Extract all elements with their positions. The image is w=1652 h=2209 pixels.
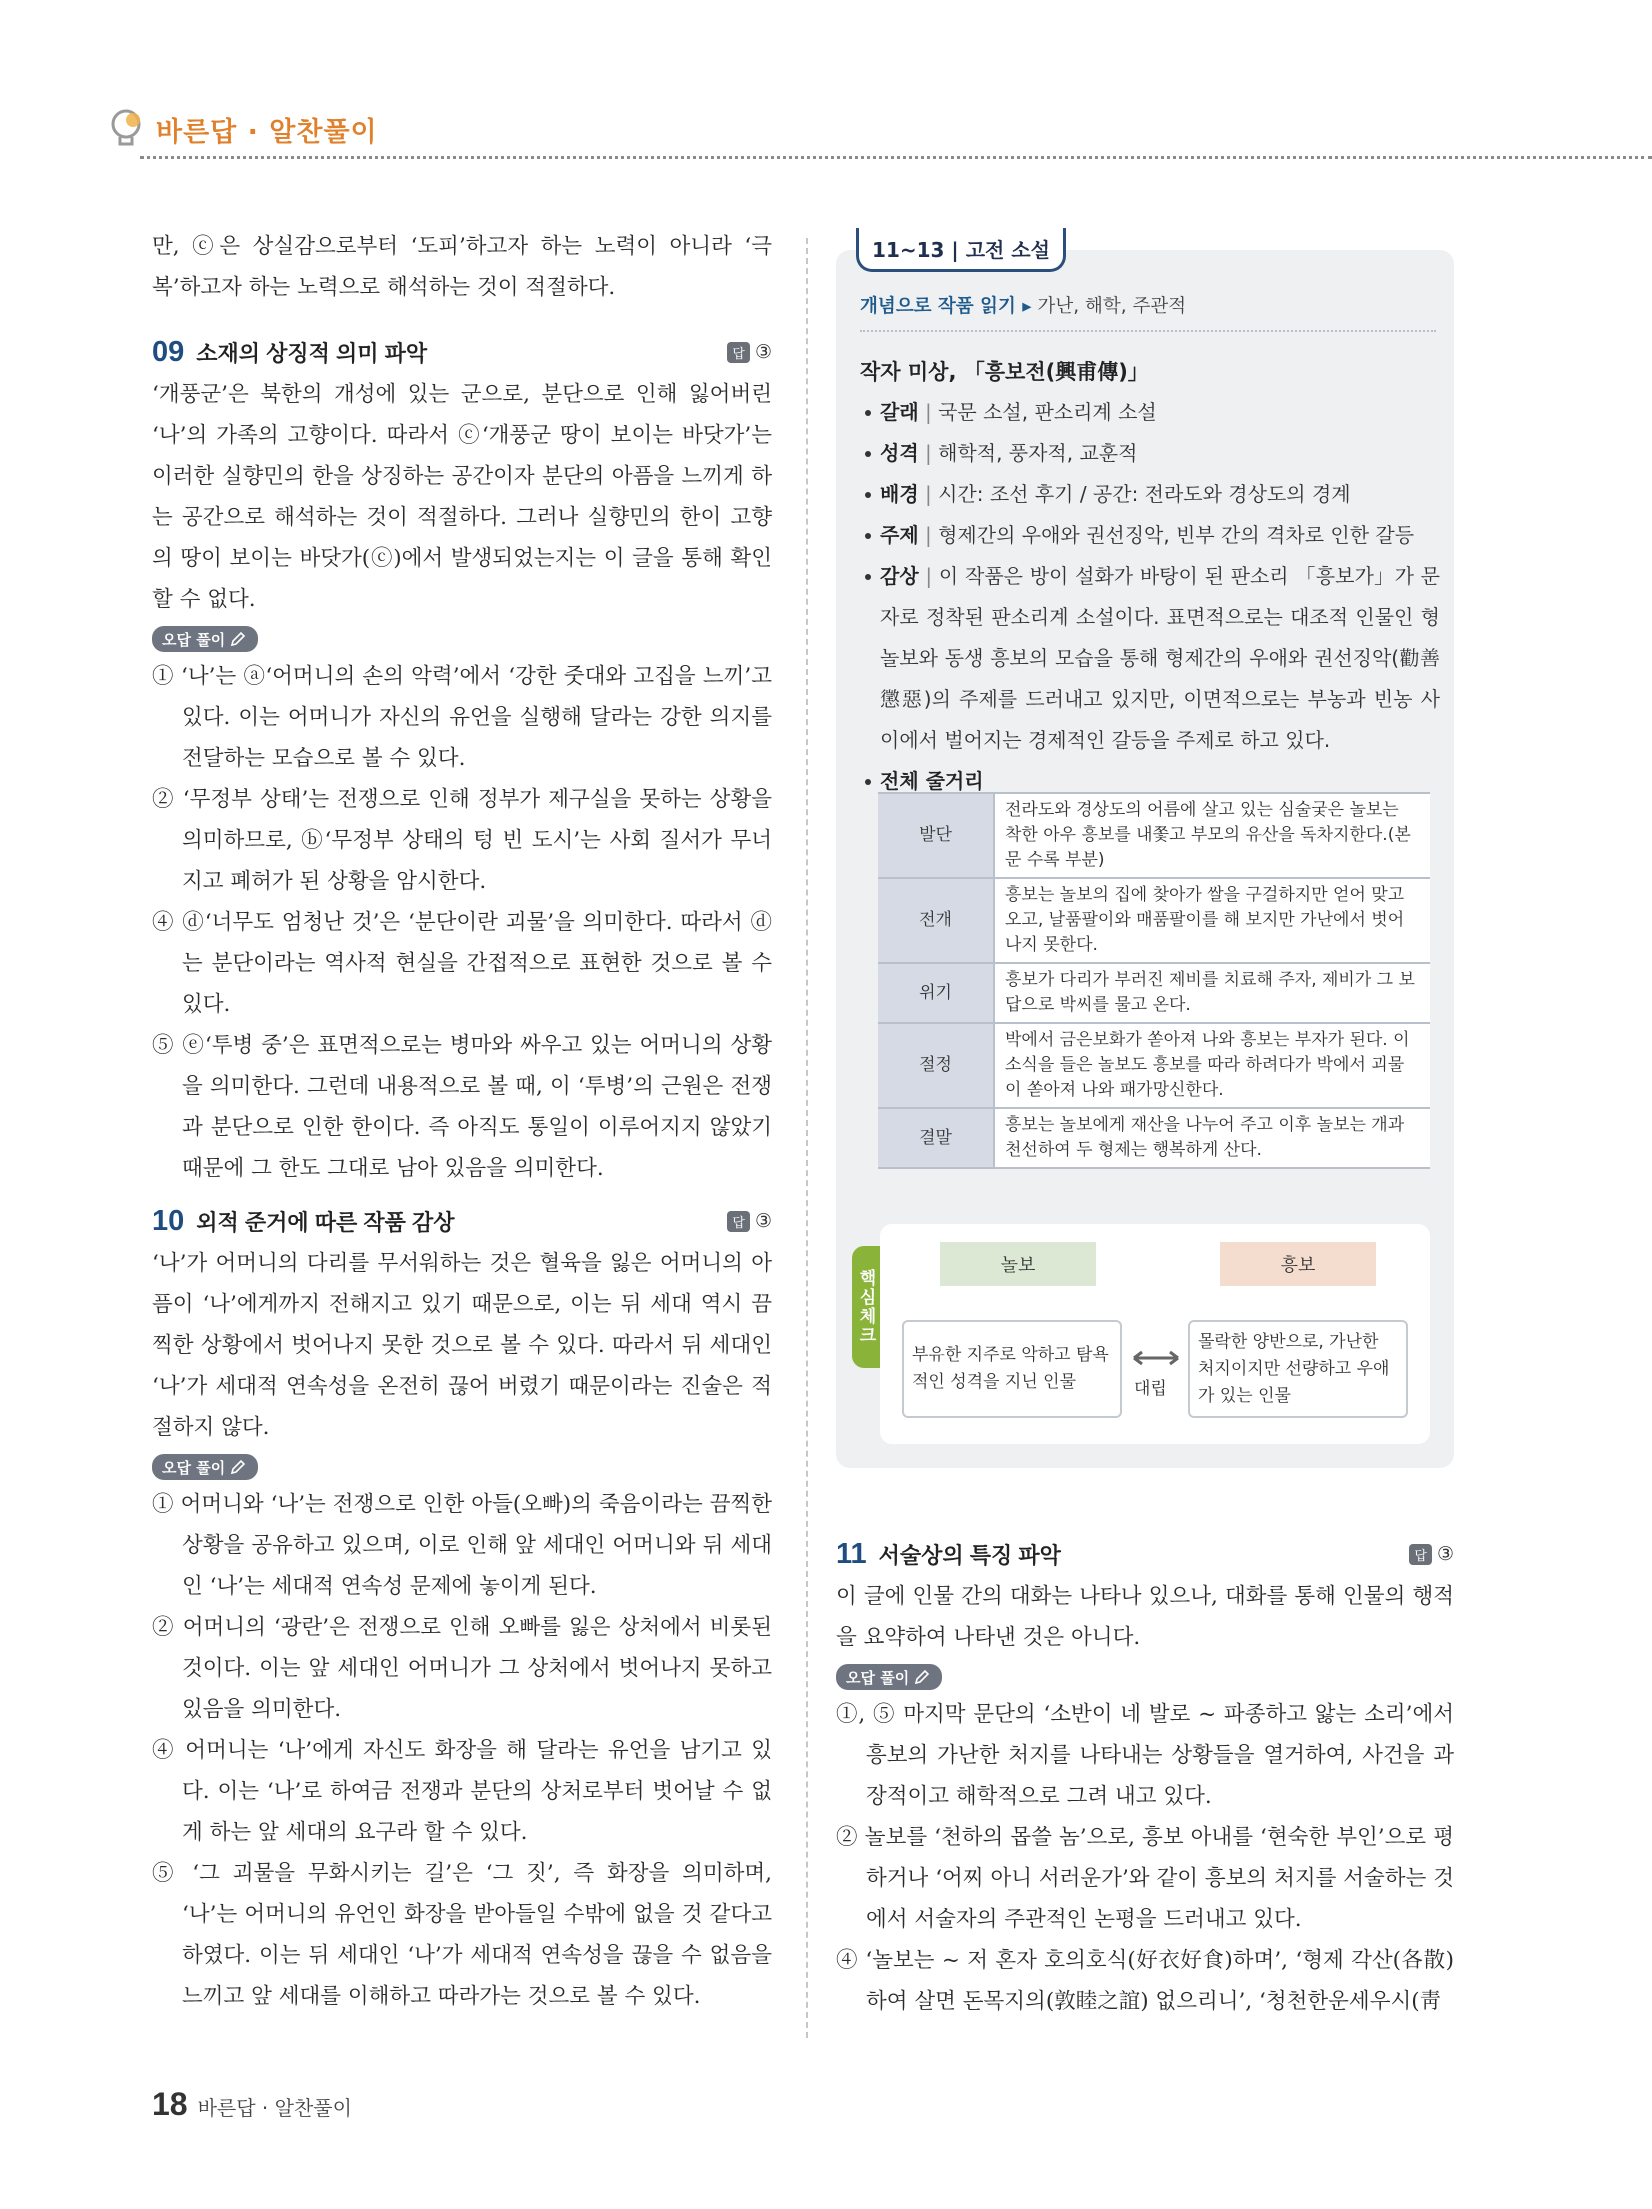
heungbo-description: 몰락한 양반으로, 가난한 처지이지만 선량하고 우애가 있는 인물 <box>1188 1320 1408 1418</box>
plot-desc: 흥보가 다리가 부러진 제비를 치료해 주자, 제비가 그 보답으로 박씨를 물고 온다. <box>994 963 1430 1023</box>
prop-value: 국문 소설, 판소리계 소설 <box>938 400 1157 424</box>
plot-stage: 발단 <box>878 793 994 878</box>
list-item: ⑤ ‘그 괴물을 무화시키는 길’은 ‘그 짓’, 즉 화장을 의미하며, ‘나’는 어머니의 유언인 화장을 받아들일 수밖에 없을 것 같다고 하였다. 이는 뒤 세대인 ‘나’가 세대적 연속성을 끊을 수 없음을 느끼고 앞 세대를 이해하고 따라가는 것으로 볼 수 있다. <box>152 1861 772 2009</box>
table-row <box>878 878 1430 963</box>
left-column <box>152 226 772 2017</box>
prop-character: 성격 | 해학적, 풍자적, 교훈적 <box>860 433 1440 474</box>
heungbo-box: 흥보 <box>1220 1242 1376 1286</box>
question-title: 소재의 상징적 의미 파악 <box>196 340 428 366</box>
wrong-answer-label <box>836 1664 942 1690</box>
list-item: ② ‘무정부 상태’는 전쟁으로 인해 정부가 제구실을 못하는 상황을 의미하므로, ⓑ‘무정부 상태의 텅 빈 도시’는 사회 질서가 무너지고 폐허가 된 상황을 암시한다. <box>152 787 772 894</box>
answer-tag: 답 <box>727 342 750 363</box>
prop-value: 해학적, 풍자적, 교훈적 <box>938 441 1138 465</box>
core-check-tab <box>852 1246 880 1368</box>
right-column <box>836 1520 1454 2022</box>
table-row <box>878 793 1430 878</box>
list-item: ④ ⓓ‘너무도 엄청난 것’은 ‘분단이란 괴물’을 의미한다. 따라서 ⓓ는 분단이라는 역사적 현실을 간접적으로 표현한 것으로 볼 수 있다. <box>152 910 772 1017</box>
core-check-box <box>880 1224 1430 1444</box>
answer-value: ③ <box>1436 1543 1454 1565</box>
header-divider <box>140 156 1652 159</box>
prop-theme: 주제 | 형제간의 우애와 권선징악, 빈부 간의 격차로 인한 갈등 <box>860 515 1440 556</box>
answer-tag: 답 <box>727 1211 750 1232</box>
list-item: ② 놀보를 ‘천하의 몹쓸 놈’으로, 흥보 아내를 ‘현숙한 부인’으로 평하거나 ‘어찌 아니 서러운가’와 같이 흥보의 처지를 서술하는 것에서 서술자의 주관적인 논평을 드러내고 있다. <box>836 1825 1454 1932</box>
pencil-icon <box>230 631 246 647</box>
work-info <box>860 356 1440 802</box>
header-title: 바른답 · 알찬풀이 <box>156 116 378 148</box>
prop-value: 이 작품은 방이 설화가 바탕이 된 판소리 「흥보가」가 문자로 정착된 판소리계 소설이다. 표면적으로는 대조적 인물인 형 놀보와 동생 흥보의 모습을 통해 형제간의 우애와 권선징악(勸善懲惡)의 주제를 드러내고 있지만, 이면적으로는 부농과 빈농 사이에서 벌어지는 경제적인 갈등을 주제로 하고 있다. <box>880 564 1440 752</box>
concept-line <box>860 292 1436 332</box>
list-item: ② 어머니의 ‘광란’은 전쟁으로 인해 오빠를 잃은 상처에서 비롯된 것이다. 이는 앞 세대인 어머니가 그 상처에서 벗어나지 못하고 있음을 의미한다. <box>152 1615 772 1722</box>
list-item: ① 어머니와 ‘나’는 전쟁으로 인한 아들(오빠)의 죽음이라는 끔찍한 상황을 공유하고 있으며, 이로 인해 앞 세대인 어머니와 뒤 세대인 ‘나’는 세대적 연속성 문제에 놓이게 된다. <box>152 1492 772 1599</box>
list-item: ④ ‘놀보는 ~ 저 혼자 호의호식(好衣好食)하며’, ‘형제 각산(各散)하여 살면 돈목지의(敦睦之誼) 없으리니’, ‘청천한운세우시(靑 <box>836 1948 1454 2014</box>
plot-stage: 절정 <box>878 1023 994 1108</box>
plot-desc: 흥보는 놀보에게 재산을 나누어 주고 이후 놀보는 개과천선하여 두 형제는 행복하게 산다. <box>994 1108 1430 1168</box>
answer-value: ③ <box>754 341 772 363</box>
lightbulb-icon <box>108 107 148 151</box>
question-title: 외적 준거에 따른 작품 감상 <box>196 1209 455 1235</box>
answer-value: ③ <box>754 1210 772 1232</box>
column-divider <box>806 238 808 2038</box>
list-item: ①, ⑤ 마지막 문단의 ‘소반이 네 발로 ~ 파종하고 앓는 소리’에서 흥보의 가난한 처지를 나타내는 상황들을 열거하여, 사건을 과장적이고 해학적으로 그려 내고 있다. <box>836 1702 1454 1809</box>
table-row <box>878 1108 1430 1168</box>
wrong-label-text: 오답 풀이 <box>162 630 226 649</box>
prop-value: 시간: 조선 후기 / 공간: 전라도와 경상도의 경계 <box>938 482 1351 506</box>
core-check-label: 핵심체크 <box>855 1269 876 1345</box>
plot-title: 전체 줄거리 <box>880 769 984 793</box>
answer-badge <box>727 341 772 363</box>
question-11-heading <box>836 1532 1454 1576</box>
plot-desc: 흥보는 놀보의 집에 찾아가 쌀을 구걸하지만 얻어 맞고 오고, 날품팔이와 매품팔이를 해 보지만 가난에서 벗어나지 못한다. <box>994 878 1430 963</box>
plot-stage: 전개 <box>878 878 994 963</box>
question-10-body: ‘나’가 어머니의 다리를 무서워하는 것은 혈육을 잃은 어머니의 아픔이 ‘나’에게까지 전해지고 있기 때문으로, 이는 뒤 세대 역시 끔찍한 상황에서 벗어나지 못한 것으로 볼 수 있다. 따라서 뒤 세대인 ‘나’가 세대적 연속성을 온전히 끊어 버렸기 때문이라는 진술은 적절하지 않다. <box>152 1251 772 1440</box>
prop-key: 성격 <box>880 441 919 465</box>
wrong-label-text: 오답 풀이 <box>846 1668 910 1687</box>
concept-label: 개념으로 작품 읽기 ▸ <box>860 296 1032 317</box>
wrong-answer-label <box>152 1454 258 1480</box>
footer-title: 바른답 · 알찬풀이 <box>197 2096 352 2120</box>
prop-value: 형제간의 우애와 권선징악, 빈부 간의 격차로 인한 갈등 <box>938 523 1415 547</box>
list-item: ⑤ ⓔ‘투병 중’은 표면적으로는 병마와 싸우고 있는 어머니의 상황을 의미한다. 그런데 내용적으로 볼 때, 이 ‘투병’의 근원은 전쟁과 분단으로 인한 한이다. 즉 아직도 통일이 이루어지지 않았기 때문에 그 한도 그대로 남아 있음을 의미한다. <box>152 1033 772 1181</box>
prop-key: 배경 <box>880 482 919 506</box>
pencil-icon <box>914 1669 930 1685</box>
intro-text: 만, ⓒ은 상실감으로부터 ‘도피’하고자 하는 노력이 아니라 ‘극복’하고자 하는 노력으로 해석하는 것이 적절하다. <box>152 234 772 300</box>
prop-key: 감상 <box>880 564 919 588</box>
plot-desc: 박에서 금은보화가 쏟아져 나와 흥보는 부자가 된다. 이 소식을 들은 놀보도 흥보를 따라 하려다가 박에서 괴물이 쏟아져 나와 패가망신한다. <box>994 1023 1430 1108</box>
page-number: 18 <box>152 2086 188 2122</box>
question-11-body: 이 글에 인물 간의 대화는 나타나 있으나, 대화를 통해 인물의 행적을 요약하여 나타낸 것은 아니다. <box>836 1584 1454 1650</box>
table-row <box>878 963 1430 1023</box>
nolbo-description: 부유한 지주로 악하고 탐욕적인 성격을 지닌 인물 <box>902 1320 1122 1418</box>
wrong-label-text: 오답 풀이 <box>162 1458 226 1477</box>
work-title: 작자 미상, 「흥보전(興甫傳)」 <box>860 360 1149 384</box>
answer-tag: 답 <box>1409 1544 1432 1565</box>
plot-desc: 전라도와 경상도의 어름에 살고 있는 심술궂은 놀보는 착한 아우 흥보를 내쫓고 부모의 유산을 독차지한다.(본문 수록 부분) <box>994 793 1430 878</box>
double-arrow-icon <box>1132 1350 1180 1366</box>
relation-label: 대립 <box>1134 1379 1167 1399</box>
answer-badge <box>727 1210 772 1232</box>
prop-key: 주제 <box>880 523 919 547</box>
question-09-heading <box>152 330 772 374</box>
pencil-icon <box>230 1459 246 1475</box>
page-header <box>108 104 378 154</box>
nolbo-box: 놀보 <box>940 1242 1096 1286</box>
page-footer <box>152 2086 352 2123</box>
list-item: ① ‘나’는 ⓐ‘어머니의 손의 악력’에서 ‘강한 줏대와 고집을 느끼’고 있다. 이는 어머니가 자신의 유언을 실행해 달라는 강한 의지를 전달하는 모습으로 볼 수 있다. <box>152 664 772 771</box>
list-item: ④ 어머니는 ‘나’에게 자신도 화장을 해 달라는 유언을 남기고 있다. 이는 ‘나’로 하여금 전쟁과 분단의 상처로부터 벗어날 수 없게 하는 앞 세대의 요구라 할 수 있다. <box>152 1738 772 1845</box>
concept-text: 가난, 해학, 주관적 <box>1037 296 1187 317</box>
question-number: 10 <box>152 1204 185 1237</box>
prop-appreciation: 감상 | 이 작품은 방이 설화가 바탕이 된 판소리 「흥보가」가 문자로 정착된 판소리계 소설이다. 표면적으로는 대조적 인물인 형 놀보와 동생 흥보의 모습을 통해 형제간의 우애와 권선징악(勸善懲惡)의 주제를 드러내고 있지만, 이면적으로는 부농과 빈농 사이에서 벌어지는 경제적인 갈등을 주제로 하고 있다. <box>860 556 1440 761</box>
question-10-heading <box>152 1199 772 1243</box>
plot-table <box>878 792 1430 1169</box>
question-09-body: ‘개풍군’은 북한의 개성에 있는 군으로, 분단으로 인해 잃어버린 ‘나’의 가족의 고향이다. 따라서 ⓒ‘개풍군 땅이 보이는 바닷가’는 이러한 실향민의 한을 상징하는 공간이자 분단의 아픔을 느끼게 하는 공간으로 해석하는 것이 적절하다. 그러나 실향민의 한이 고향의 땅이 보이는 바닷가(ⓒ)에서 발생되었는지는 이 글을 통해 확인할 수 없다. <box>152 382 772 612</box>
question-title: 서술상의 특징 파악 <box>878 1542 1061 1568</box>
question-number: 11 <box>836 1537 867 1570</box>
prop-genre: 갈래 | 국문 소설, 판소리계 소설 <box>860 392 1440 433</box>
prop-setting: 배경 | 시간: 조선 후기 / 공간: 전라도와 경상도의 경계 <box>860 474 1440 515</box>
wrong-answer-label <box>152 626 258 652</box>
question-number: 09 <box>152 335 185 368</box>
table-row <box>878 1023 1430 1108</box>
plot-stage: 결말 <box>878 1108 994 1168</box>
answer-badge <box>1409 1543 1454 1565</box>
plot-stage: 위기 <box>878 963 994 1023</box>
card-tab-label: 11~13 | 고전 소설 <box>856 228 1066 272</box>
prop-key: 갈래 <box>880 400 919 424</box>
